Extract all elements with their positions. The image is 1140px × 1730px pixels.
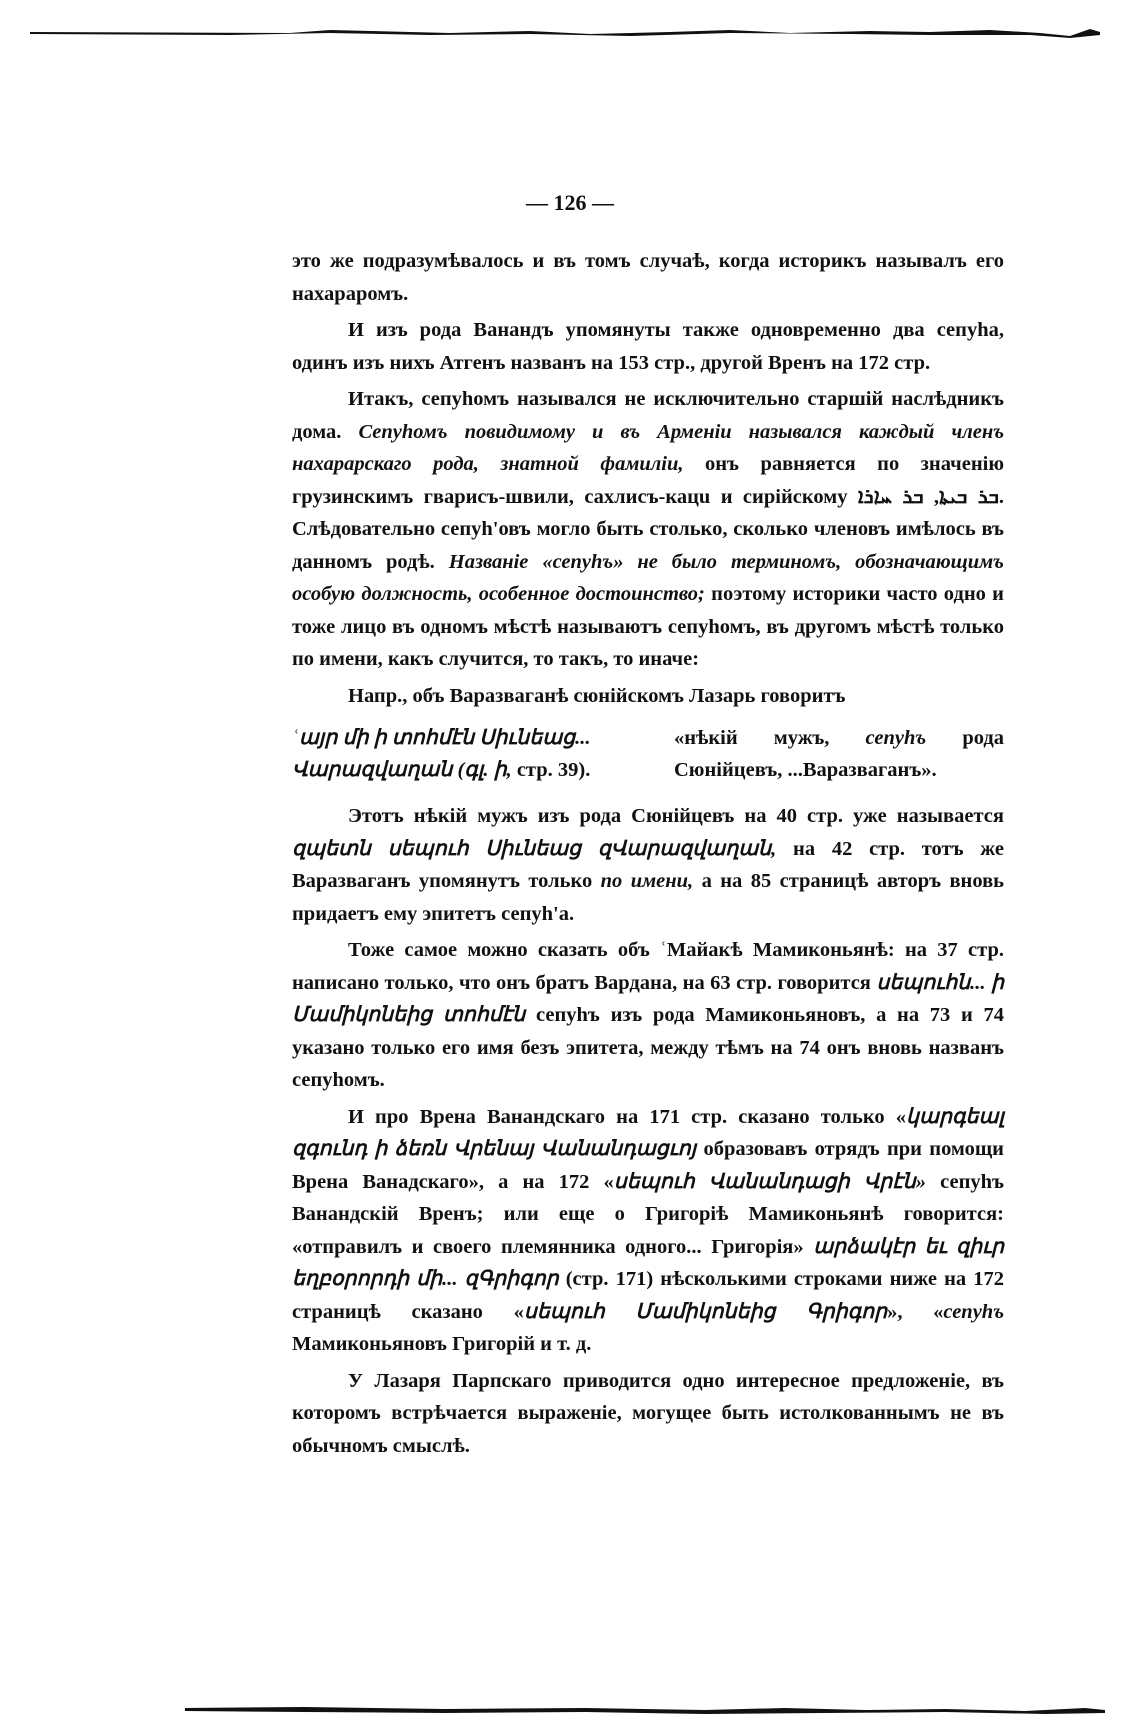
quote-block (292, 722, 1004, 786)
scan-edge-bottom (185, 1702, 1105, 1716)
paragraph-2: И изъ рода Ванандъ упомянуты также одновременно два сепуһа, одинъ изъ нихъ Атгенъ названъ на 153 стр., другой Вренъ на 172 стр. (292, 319, 1004, 374)
syriac-terms: ܒܪ ܒܝܬܐ, ܒܪ ܚܐܪܐ (857, 485, 999, 508)
paragraph-6: Тоже самое можно сказать объ ʿМайакѣ Мамиконьянѣ: на 37 стр. написано только, что онъ братъ Вардана, на 63 стр. говорится սեպուհն... ի Մամիկոնեից տոհմէն сепуһъ изъ рода Мамиконьяновъ, а на 73 и 74 указано только его имя безъ эпитета, между тѣмъ на 74 онъ вновь названъ сепуһомъ. (292, 939, 1004, 1091)
paragraph-8: У Лазаря Парпскаго приводится одно интересное предложеніе, въ которомъ встрѣчается выраженіе, могущее быть истолкованнымъ не въ обычномъ смыслѣ. (292, 1369, 1004, 1457)
paragraph-1: это же подразумѣвалось и въ томъ случаѣ, когда историкъ называлъ его нахараромъ. (292, 250, 1004, 305)
quote-russian: «нѣкій мужъ, сепуһъ рода Сюнійцевъ, ...Варазваганъ». (674, 727, 1004, 781)
scan-edge-top (30, 24, 1100, 40)
paragraph-3: Итакъ, сепуһомъ назывался не исключительно старшій наслѣдникъ дома. Сепуһомъ повидимому и въ Арменіи назывался каждый членъ нахарарскаго рода, знатной фамиліи, онъ равняется по значенію грузинскимъ гварисъ-швили, сахлисъ-кацu и сирійскому ܒܪ ܒܝܬܐ, ܒܪ ܚܐܪܐ. Слѣдовательно сепуһ'овъ могло быть столько, сколько членовъ имѣлось въ данномъ родѣ. Названіе «сепуһъ» не было терминомъ, обозначающимъ особую должность, особенное достоинство; поэтому историки часто одно и тоже лицо въ одномъ мѣстѣ называютъ сепуһомъ, въ другомъ мѣстѣ только по имени, какъ случится, то такъ, то иначе: (292, 388, 1005, 670)
paragraph-5: Этотъ нѣкій мужъ изъ рода Сюнійцевъ на 40 стр. уже называется զպետն սեպուհ Սիւնեաց զՎարազվաղան, на 42 стр. тотъ же Варазваганъ упомянутъ только по имени, а на 85 страницѣ авторъ вновь придаетъ ему эпитетъ сепуһ'а. (292, 805, 1004, 925)
paragraph-7: И про Врена Ванандскаго на 171 стр. сказано только «կարգեալ զգունդ ի ձեռն Վրենայ Վանանդացւոյ образовавъ отрядъ при помощи Врена Ванадскаго», а на 172 «սեպուհ Վանանդացի Վրէն» сепуһъ Ванандскій Вренъ; или еще о Григоріѣ Мамиконьянѣ говорится: «отправилъ и своего племянника одного... Григорія» արձակէր եւ զիւր եղբօրորդի մի... զԳրիգոր (стр. 171) нѣсколькими строками ниже на 172 страницѣ сказано «սեպուհ Մամիկոնեից Գրիգոր», «сепуһъ Мамиконьяновъ Григорій и т. д. (292, 1105, 1005, 1355)
paragraph-4: Напр., объ Варазваганѣ сюнійскомъ Лазарь говоритъ (348, 684, 846, 707)
quote-armenian: ʿայր մի ի տոհմէն Սիւնեաց... Վարազվաղան (գլ. ի, стр. 39). (292, 727, 591, 781)
body-text (292, 245, 1004, 1466)
page-number: — 126 — (526, 190, 614, 215)
